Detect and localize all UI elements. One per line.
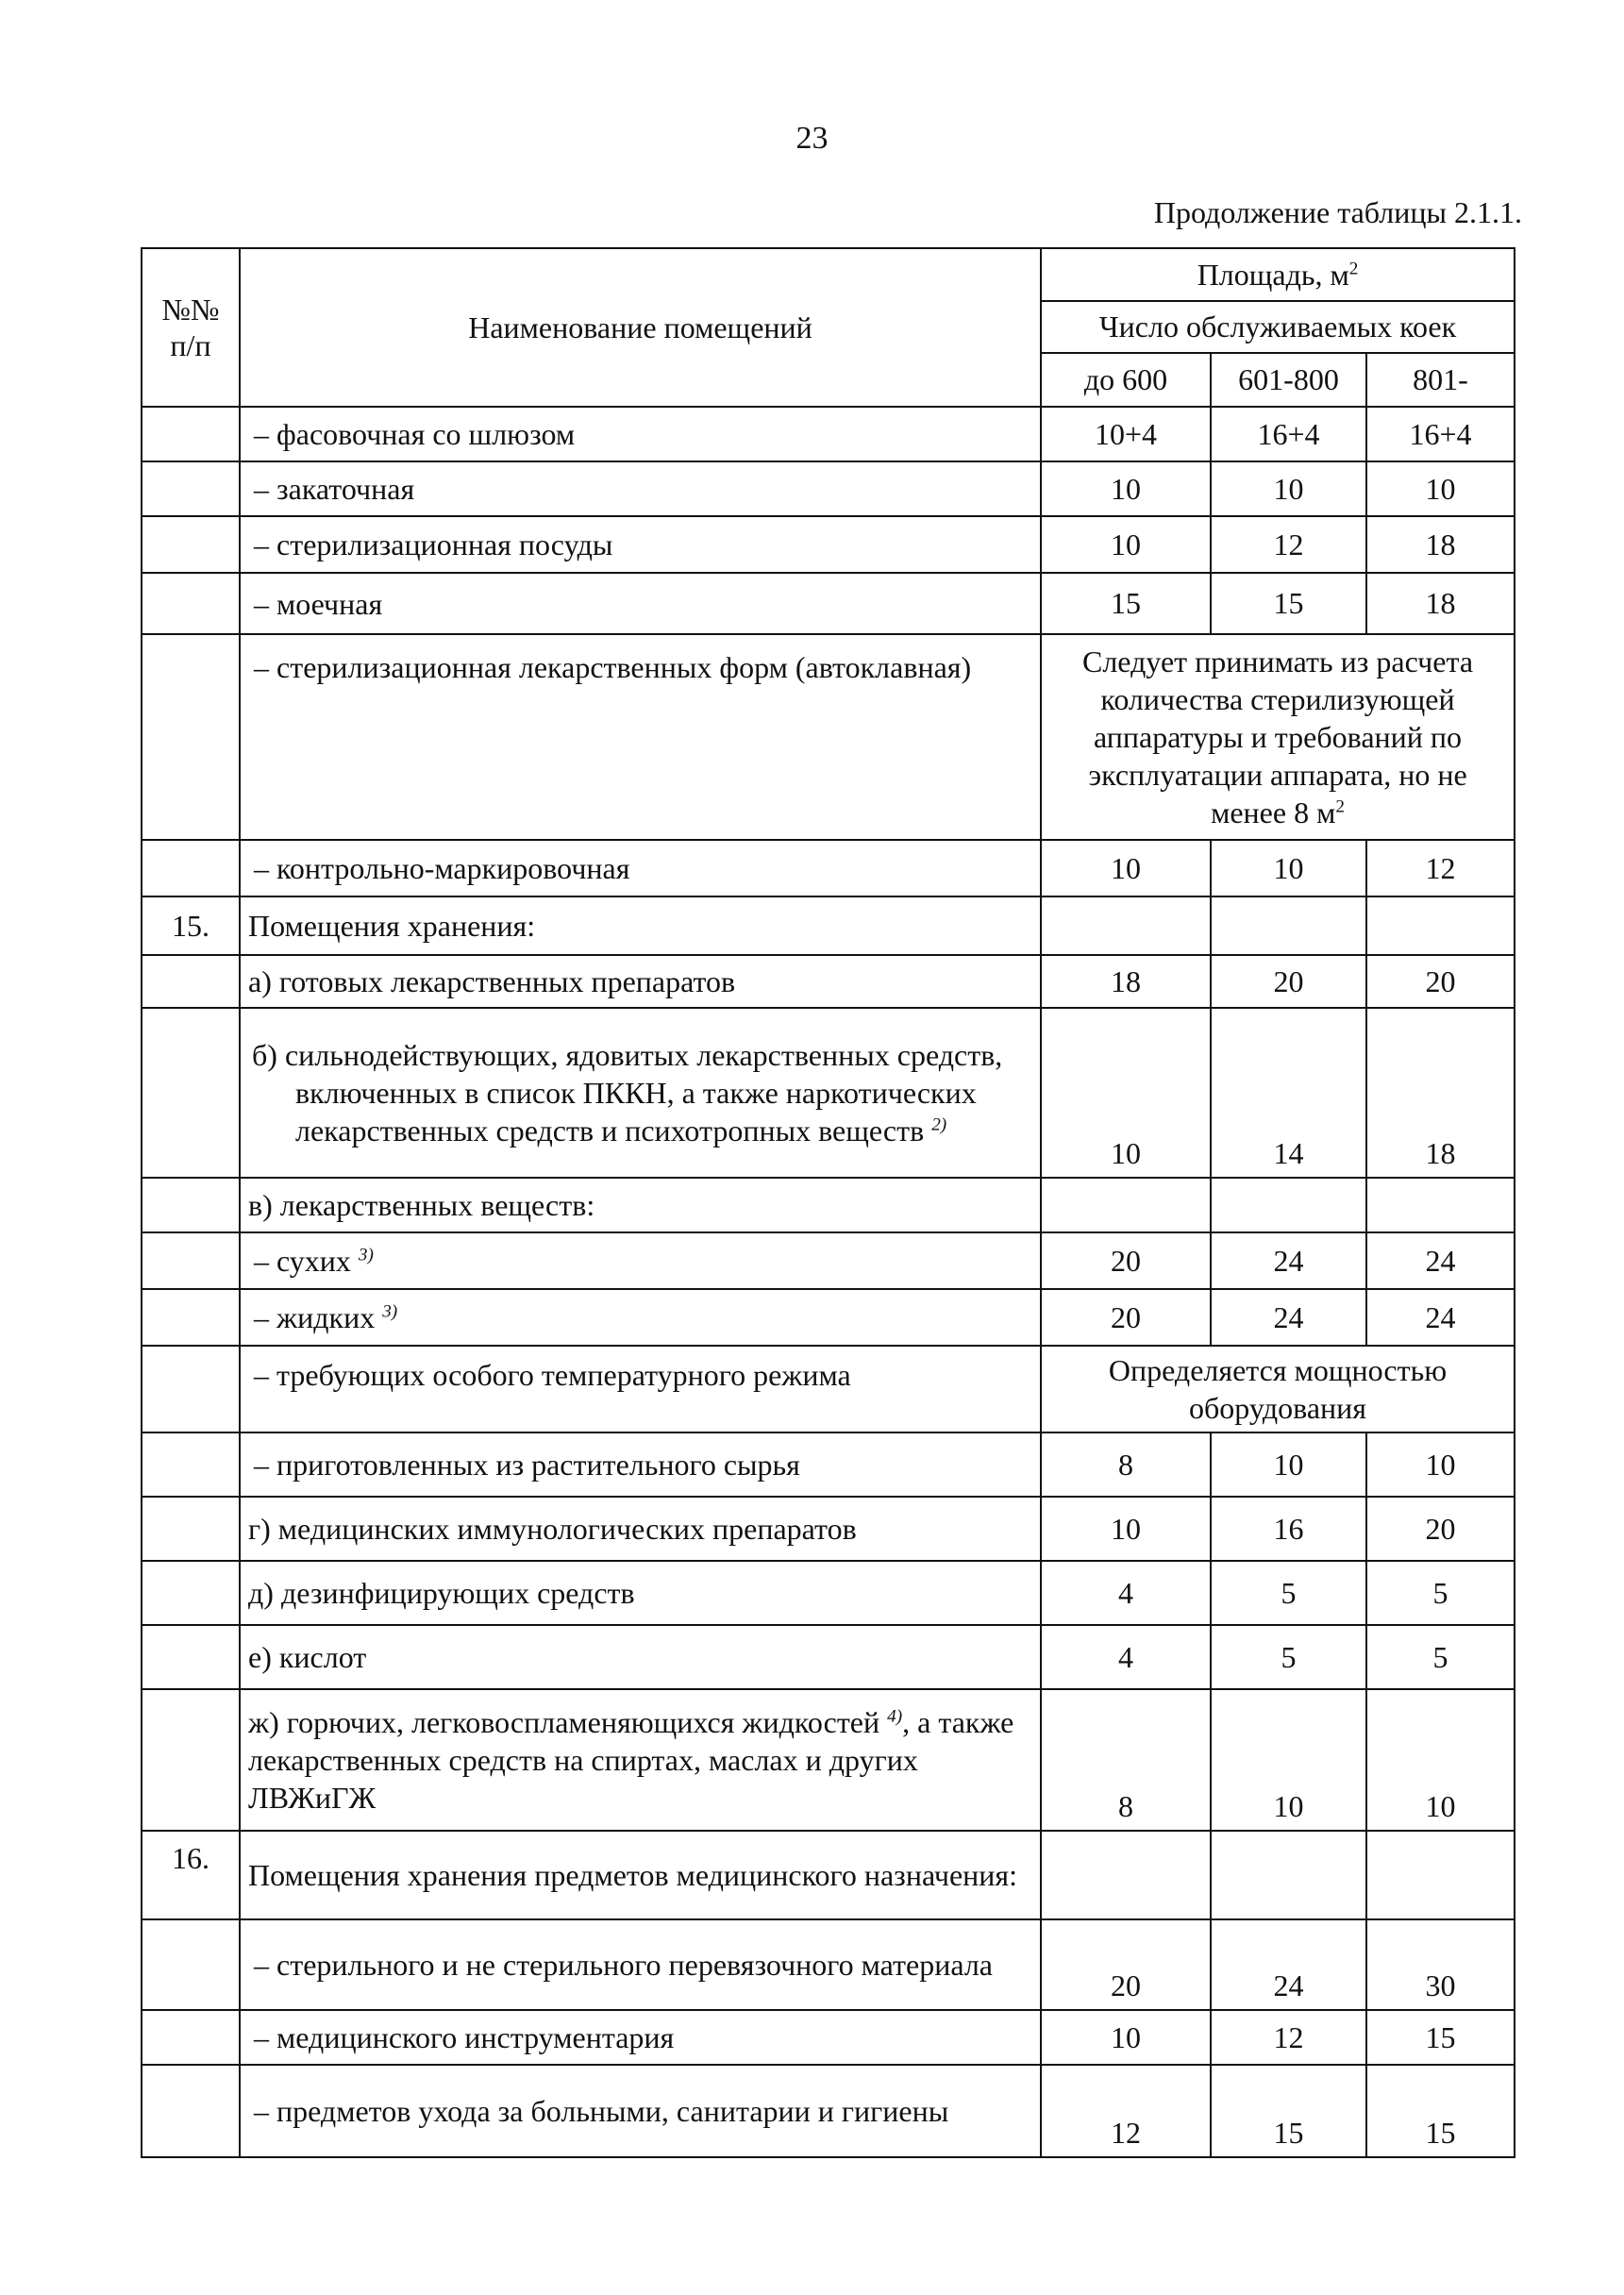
footnote-ref: 2): [931, 1114, 947, 1135]
row-value-2: 14: [1211, 1008, 1366, 1178]
row-name: [240, 1232, 1041, 1289]
row-num: 16.: [142, 1831, 240, 1919]
row-value-2: 15: [1211, 573, 1366, 634]
row-num: 15.: [142, 896, 240, 955]
row-value-3: 12: [1366, 840, 1515, 896]
row-name: [240, 1008, 1041, 1178]
table-row: [142, 634, 1515, 840]
row-value-1: 8: [1041, 1432, 1211, 1497]
row-value-3: 5: [1366, 1625, 1515, 1689]
row-num: [142, 2065, 240, 2157]
table-row: [142, 896, 1515, 955]
header-num: №№ п/п: [142, 248, 240, 407]
row-value-1: 4: [1041, 1625, 1211, 1689]
row-value-2: 10: [1211, 840, 1366, 896]
table-row: [142, 1689, 1515, 1831]
table-row: [142, 1346, 1515, 1432]
row-num: [142, 634, 240, 840]
row-name: Помещения хранения:: [240, 896, 1041, 955]
footnote-ref: 3): [358, 1245, 374, 1265]
header-name: Наименование помещений: [240, 248, 1041, 407]
table-row: [142, 1919, 1515, 2010]
row-value-3: 18: [1366, 1008, 1515, 1178]
row-num: [142, 1178, 240, 1232]
row-name-text: ж) горючих, легковоспламеняющихся жидкостей: [248, 1705, 880, 1739]
page-number: 23: [795, 121, 829, 156]
row-value-1: 10: [1041, 2010, 1211, 2065]
row-value-2: 15: [1211, 2065, 1366, 2157]
row-value-3: 18: [1366, 573, 1515, 634]
row-value-1: [1041, 1831, 1211, 1919]
row-value-3: [1366, 1178, 1515, 1232]
row-value-3: 5: [1366, 1561, 1515, 1625]
row-num: [142, 1008, 240, 1178]
row-value-3: 24: [1366, 1232, 1515, 1289]
table-row: [142, 1008, 1515, 1178]
row-name: в) лекарственных веществ:: [240, 1178, 1041, 1232]
row-value-1: 4: [1041, 1561, 1211, 1625]
row-value-1: [1041, 1178, 1211, 1232]
row-value-3: 16+4: [1366, 407, 1515, 461]
row-num: [142, 516, 240, 573]
row-name-tail: , а также лекарственных средств на спиртах, маслах и других ЛВЖиГЖ: [248, 1705, 1014, 1815]
table-row: [142, 1497, 1515, 1561]
row-value-2: 5: [1211, 1625, 1366, 1689]
header-col-1: до 600: [1041, 353, 1211, 407]
row-name: а) готовых лекарственных препаратов: [240, 955, 1041, 1008]
row-name: е) кислот: [240, 1625, 1041, 1689]
row-value-3: 30: [1366, 1919, 1515, 2010]
table-row: [142, 2065, 1515, 2157]
row-value-2: 10: [1211, 1689, 1366, 1831]
row-note-text: Следует принимать из расчета количества стерилизующей аппаратуры и требований по эксплуатации аппарата, но не менее 8 м: [1081, 645, 1474, 829]
row-name: – стерильного и не стерильного перевязочного материала: [240, 1919, 1041, 2010]
row-value-1: 8: [1041, 1689, 1211, 1831]
row-name: – предметов ухода за больными, санитарии и гигиены: [240, 2065, 1041, 2157]
rooms-area-table: [141, 247, 1515, 2158]
header-col-3: 801-: [1366, 353, 1515, 407]
row-value-2: 5: [1211, 1561, 1366, 1625]
row-value-1: 10+4: [1041, 407, 1211, 461]
footnote-ref: 3): [382, 1301, 398, 1322]
row-value-3: [1366, 896, 1515, 955]
row-value-1: 20: [1041, 1919, 1211, 2010]
table-row: [142, 1178, 1515, 1232]
row-num: [142, 1346, 240, 1432]
row-num: [142, 2010, 240, 2065]
row-num: [142, 1625, 240, 1689]
row-value-2: 10: [1211, 461, 1366, 516]
row-value-1: 20: [1041, 1289, 1211, 1346]
row-name: г) медицинских иммунологических препаратов: [240, 1497, 1041, 1561]
row-note-sup: 2: [1335, 796, 1345, 817]
table-row: [142, 1232, 1515, 1289]
header-area: [1041, 248, 1515, 301]
row-num: [142, 1232, 240, 1289]
row-value-3: 20: [1366, 955, 1515, 1008]
row-name: Помещения хранения предметов медицинского назначения:: [240, 1831, 1041, 1919]
row-name: [240, 1689, 1041, 1831]
row-value-3: 24: [1366, 1289, 1515, 1346]
row-name: – приготовленных из растительного сырья: [240, 1432, 1041, 1497]
table-row: [142, 955, 1515, 1008]
row-value-2: 20: [1211, 955, 1366, 1008]
row-name: – требующих особого температурного режима: [240, 1346, 1041, 1432]
table-row: [142, 2010, 1515, 2065]
row-value-2: 12: [1211, 2010, 1366, 2065]
row-name: – контрольно-маркировочная: [240, 840, 1041, 896]
row-num: [142, 840, 240, 896]
row-num: [142, 573, 240, 634]
table-body: [142, 407, 1515, 2157]
table-row: [142, 461, 1515, 516]
header-beds: Число обслуживаемых коек: [1041, 301, 1515, 353]
row-value-3: [1366, 1831, 1515, 1919]
row-value-2: 16+4: [1211, 407, 1366, 461]
row-value-2: 12: [1211, 516, 1366, 573]
table-row: [142, 840, 1515, 896]
row-value-1: 15: [1041, 573, 1211, 634]
row-value-2: [1211, 1178, 1366, 1232]
row-value-1: 12: [1041, 2065, 1211, 2157]
table-row: [142, 516, 1515, 573]
row-note: [1041, 1346, 1515, 1432]
row-num: [142, 1561, 240, 1625]
footnote-ref: 4): [887, 1706, 903, 1727]
row-value-2: [1211, 1831, 1366, 1919]
row-value-2: 24: [1211, 1919, 1366, 2010]
row-value-1: 18: [1041, 955, 1211, 1008]
row-value-3: 20: [1366, 1497, 1515, 1561]
table-row: [142, 573, 1515, 634]
row-note-text: Определяется мощностью оборудования: [1108, 1353, 1448, 1425]
row-name: – закаточная: [240, 461, 1041, 516]
row-name: – медицинского инструментария: [240, 2010, 1041, 2065]
row-value-1: 10: [1041, 461, 1211, 516]
header-area-sup: 2: [1348, 258, 1359, 278]
row-value-3: 10: [1366, 461, 1515, 516]
row-value-3: 18: [1366, 516, 1515, 573]
row-value-3: 10: [1366, 1432, 1515, 1497]
row-num: [142, 1432, 240, 1497]
row-value-1: 10: [1041, 840, 1211, 896]
row-name: – стерилизационная посуды: [240, 516, 1041, 573]
row-value-1: 10: [1041, 516, 1211, 573]
row-value-2: 16: [1211, 1497, 1366, 1561]
row-value-3: 10: [1366, 1689, 1515, 1831]
table-row: [142, 1561, 1515, 1625]
row-num: [142, 955, 240, 1008]
row-name-text: – сухих: [254, 1244, 351, 1278]
row-name: – фасовочная со шлюзом: [240, 407, 1041, 461]
row-name: д) дезинфицирующих средств: [240, 1561, 1041, 1625]
table-continuation-caption: Продолжение таблицы 2.1.1.: [1153, 195, 1522, 229]
row-value-2: 24: [1211, 1232, 1366, 1289]
table-header: [142, 248, 1515, 407]
row-num: [142, 461, 240, 516]
row-num: [142, 407, 240, 461]
row-value-3: 15: [1366, 2010, 1515, 2065]
row-value-1: 20: [1041, 1232, 1211, 1289]
row-num: [142, 1919, 240, 2010]
row-value-1: [1041, 896, 1211, 955]
row-num: [142, 1689, 240, 1831]
header-col-2: 601-800: [1211, 353, 1366, 407]
table-row: [142, 1289, 1515, 1346]
table-row: [142, 407, 1515, 461]
row-num: [142, 1289, 240, 1346]
row-value-1: 10: [1041, 1497, 1211, 1561]
row-value-3: 15: [1366, 2065, 1515, 2157]
table-row: [142, 1831, 1515, 1919]
row-name-text: – жидких: [254, 1300, 376, 1334]
row-value-2: 24: [1211, 1289, 1366, 1346]
row-num: [142, 1497, 240, 1561]
row-name-text: б) сильнодействующих, ядовитых лекарственных средств, включенных в список ПККН, а также наркотических лекарственных средств и психотропных веществ: [252, 1038, 1003, 1148]
row-value-1: 10: [1041, 1008, 1211, 1178]
row-name: [240, 1289, 1041, 1346]
table-row: [142, 1432, 1515, 1497]
row-name: – моечная: [240, 573, 1041, 634]
row-name: – стерилизационная лекарственных форм (автоклавная): [240, 634, 1041, 840]
table-row: [142, 1625, 1515, 1689]
row-note: [1041, 634, 1515, 840]
header-area-label: Площадь, м: [1197, 257, 1349, 292]
row-value-2: 10: [1211, 1432, 1366, 1497]
row-value-2: [1211, 896, 1366, 955]
